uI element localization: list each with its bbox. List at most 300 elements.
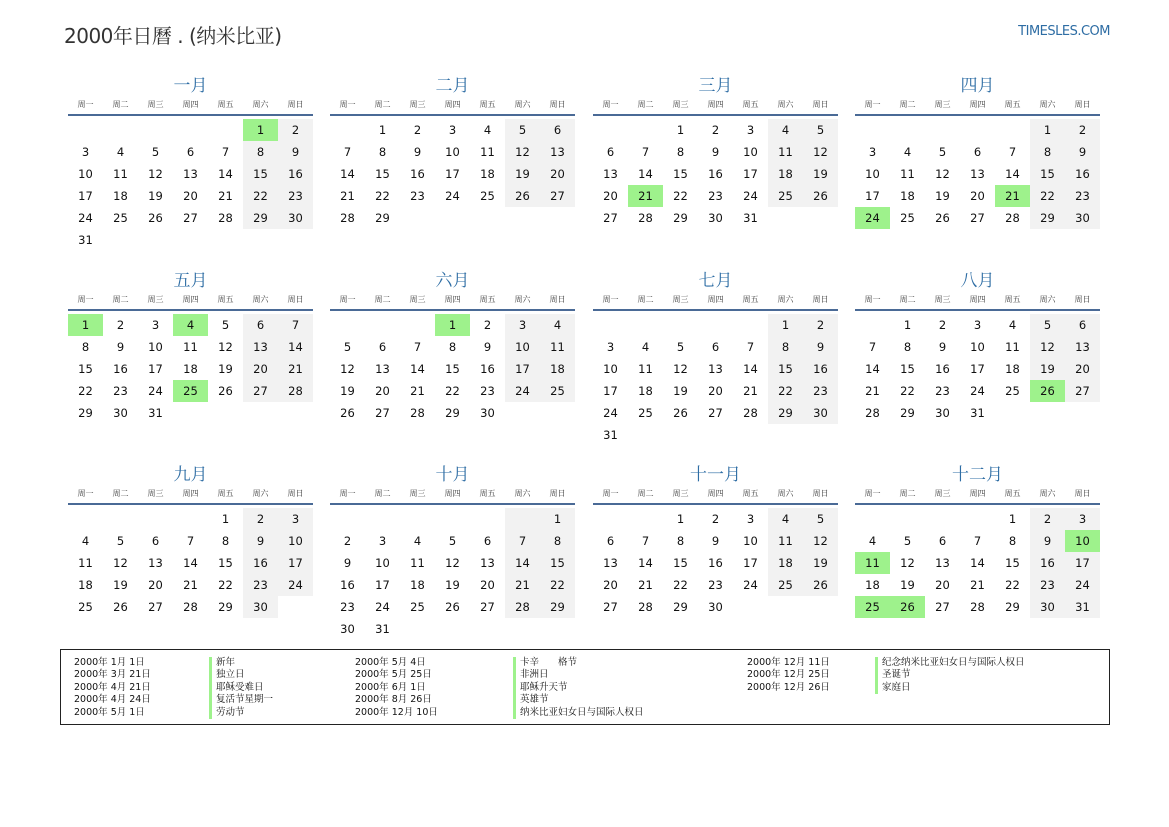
day-cell[interactable]: 25 xyxy=(900,211,915,225)
day-cell[interactable]: 13 xyxy=(708,362,723,376)
day-cell[interactable]: 18 xyxy=(638,384,653,398)
day-cell[interactable]: 15 xyxy=(768,358,803,380)
day-cell[interactable]: 28 xyxy=(865,406,880,420)
day-cell[interactable]: 27 xyxy=(935,600,950,614)
day-cell[interactable]: 6 xyxy=(606,534,615,548)
day-cell[interactable]: 19 xyxy=(803,552,838,574)
day-cell[interactable]: 12 xyxy=(673,362,688,376)
day-cell[interactable]: 20 xyxy=(375,384,390,398)
day-cell[interactable]: 28 xyxy=(183,600,198,614)
day-cell[interactable]: 11 xyxy=(638,362,653,376)
day-cell[interactable]: 30 xyxy=(113,406,128,420)
day-cell[interactable]: 28 xyxy=(340,211,355,225)
day-cell[interactable]: 4 xyxy=(116,145,125,159)
day-cell[interactable]: 9 xyxy=(1030,530,1065,552)
day-cell[interactable]: 20 xyxy=(603,578,618,592)
day-cell[interactable]: 4 xyxy=(768,508,803,530)
day-cell[interactable]: 24 xyxy=(148,384,163,398)
day-cell[interactable]: 3 xyxy=(606,340,615,354)
day-cell[interactable]: 31 xyxy=(743,211,758,225)
day-cell[interactable]: 25 xyxy=(638,406,653,420)
day-cell[interactable]: 26 xyxy=(803,185,838,207)
day-cell[interactable]: 7 xyxy=(278,314,313,336)
day-cell[interactable]: 16 xyxy=(935,362,950,376)
day-cell[interactable]: 22 xyxy=(673,189,688,203)
day-cell[interactable]: 22 xyxy=(445,384,460,398)
day-cell[interactable]: 18 xyxy=(410,578,425,592)
day-cell[interactable]: 8 xyxy=(1030,141,1065,163)
day-cell[interactable]: 12 xyxy=(900,556,915,570)
day-cell[interactable]: 8 xyxy=(221,534,230,548)
day-cell[interactable]: 4 xyxy=(903,145,912,159)
day-cell[interactable]: 30 xyxy=(278,207,313,229)
day-cell[interactable]: 3 xyxy=(868,145,877,159)
day-cell[interactable]: 13 xyxy=(1065,336,1100,358)
day-cell[interactable]: 3 xyxy=(505,314,540,336)
day-cell[interactable]: 8 xyxy=(768,336,803,358)
day-cell[interactable]: 16 xyxy=(708,167,723,181)
day-cell[interactable]: 2 xyxy=(483,318,492,332)
day-cell[interactable]: 10 xyxy=(505,336,540,358)
day-cell[interactable]: 9 xyxy=(278,141,313,163)
day-cell[interactable]: 6 xyxy=(1065,314,1100,336)
day-cell[interactable]: 11 xyxy=(410,556,425,570)
day-cell[interactable]: 3 xyxy=(973,318,982,332)
day-cell[interactable]: 2 xyxy=(938,318,947,332)
day-cell[interactable]: 11 xyxy=(1005,340,1020,354)
day-cell[interactable]: 2 xyxy=(711,123,720,137)
day-cell[interactable]: 9 xyxy=(938,340,947,354)
day-cell[interactable]: 27 xyxy=(480,600,495,614)
day-cell[interactable]: 29 xyxy=(673,211,688,225)
day-cell[interactable]: 31 xyxy=(1065,596,1100,618)
day-cell[interactable]: 5 xyxy=(116,534,125,548)
holiday-day[interactable]: 25 xyxy=(173,380,208,402)
day-cell[interactable]: 24 xyxy=(375,600,390,614)
day-cell[interactable]: 13 xyxy=(480,556,495,570)
day-cell[interactable]: 28 xyxy=(638,211,653,225)
day-cell[interactable]: 16 xyxy=(708,556,723,570)
day-cell[interactable]: 9 xyxy=(343,556,352,570)
day-cell[interactable]: 20 xyxy=(970,189,985,203)
day-cell[interactable]: 3 xyxy=(448,123,457,137)
day-cell[interactable]: 29 xyxy=(900,406,915,420)
day-cell[interactable]: 14 xyxy=(638,556,653,570)
day-cell[interactable]: 17 xyxy=(78,189,93,203)
day-cell[interactable]: 18 xyxy=(865,578,880,592)
day-cell[interactable]: 13 xyxy=(148,556,163,570)
day-cell[interactable]: 31 xyxy=(78,233,93,247)
day-cell[interactable]: 11 xyxy=(768,530,803,552)
day-cell[interactable]: 10 xyxy=(445,145,460,159)
day-cell[interactable]: 18 xyxy=(768,163,803,185)
day-cell[interactable]: 10 xyxy=(375,556,390,570)
site-link[interactable]: TIMESLES.COM xyxy=(1018,24,1110,39)
day-cell[interactable]: 6 xyxy=(378,340,387,354)
day-cell[interactable]: 21 xyxy=(505,574,540,596)
day-cell[interactable]: 20 xyxy=(148,578,163,592)
day-cell[interactable]: 28 xyxy=(410,406,425,420)
day-cell[interactable]: 17 xyxy=(743,556,758,570)
day-cell[interactable]: 31 xyxy=(970,406,985,420)
day-cell[interactable]: 9 xyxy=(803,336,838,358)
day-cell[interactable]: 9 xyxy=(711,145,720,159)
day-cell[interactable]: 17 xyxy=(1065,552,1100,574)
day-cell[interactable]: 25 xyxy=(540,380,575,402)
day-cell[interactable]: 5 xyxy=(803,508,838,530)
day-cell[interactable]: 14 xyxy=(1005,167,1020,181)
day-cell[interactable]: 8 xyxy=(676,145,685,159)
day-cell[interactable]: 2 xyxy=(343,534,352,548)
day-cell[interactable]: 8 xyxy=(378,145,387,159)
holiday-day[interactable]: 25 xyxy=(855,596,890,618)
holiday-day[interactable]: 24 xyxy=(855,207,890,229)
day-cell[interactable]: 23 xyxy=(1030,574,1065,596)
day-cell[interactable]: 2 xyxy=(413,123,422,137)
day-cell[interactable]: 5 xyxy=(221,318,230,332)
day-cell[interactable]: 21 xyxy=(865,384,880,398)
day-cell[interactable]: 26 xyxy=(803,574,838,596)
day-cell[interactable]: 1 xyxy=(903,318,912,332)
day-cell[interactable]: 30 xyxy=(935,406,950,420)
day-cell[interactable]: 25 xyxy=(768,185,803,207)
day-cell[interactable]: 7 xyxy=(973,534,982,548)
day-cell[interactable]: 13 xyxy=(603,167,618,181)
day-cell[interactable]: 13 xyxy=(540,141,575,163)
day-cell[interactable]: 24 xyxy=(603,406,618,420)
day-cell[interactable]: 17 xyxy=(375,578,390,592)
day-cell[interactable]: 21 xyxy=(410,384,425,398)
day-cell[interactable]: 4 xyxy=(540,314,575,336)
day-cell[interactable]: 25 xyxy=(480,189,495,203)
day-cell[interactable]: 27 xyxy=(243,380,278,402)
day-cell[interactable]: 12 xyxy=(1030,336,1065,358)
day-cell[interactable]: 8 xyxy=(1008,534,1017,548)
day-cell[interactable]: 16 xyxy=(410,167,425,181)
day-cell[interactable]: 14 xyxy=(183,556,198,570)
holiday-day[interactable]: 21 xyxy=(995,185,1030,207)
day-cell[interactable]: 19 xyxy=(935,189,950,203)
day-cell[interactable]: 8 xyxy=(540,530,575,552)
day-cell[interactable]: 28 xyxy=(638,600,653,614)
day-cell[interactable]: 2 xyxy=(116,318,125,332)
day-cell[interactable]: 23 xyxy=(708,189,723,203)
day-cell[interactable]: 15 xyxy=(900,362,915,376)
day-cell[interactable]: 5 xyxy=(903,534,912,548)
day-cell[interactable]: 5 xyxy=(343,340,352,354)
day-cell[interactable]: 22 xyxy=(218,578,233,592)
day-cell[interactable]: 23 xyxy=(803,380,838,402)
day-cell[interactable]: 21 xyxy=(218,189,233,203)
day-cell[interactable]: 18 xyxy=(78,578,93,592)
day-cell[interactable]: 19 xyxy=(445,578,460,592)
day-cell[interactable]: 3 xyxy=(81,145,90,159)
day-cell[interactable]: 10 xyxy=(970,340,985,354)
day-cell[interactable]: 9 xyxy=(413,145,422,159)
day-cell[interactable]: 18 xyxy=(540,358,575,380)
day-cell[interactable]: 29 xyxy=(445,406,460,420)
day-cell[interactable]: 8 xyxy=(448,340,457,354)
day-cell[interactable]: 29 xyxy=(78,406,93,420)
day-cell[interactable]: 6 xyxy=(711,340,720,354)
day-cell[interactable]: 18 xyxy=(113,189,128,203)
day-cell[interactable]: 14 xyxy=(743,362,758,376)
day-cell[interactable]: 1 xyxy=(221,512,230,526)
holiday-day[interactable]: 26 xyxy=(890,596,925,618)
day-cell[interactable]: 27 xyxy=(540,185,575,207)
day-cell[interactable]: 17 xyxy=(445,167,460,181)
day-cell[interactable]: 25 xyxy=(78,600,93,614)
day-cell[interactable]: 15 xyxy=(243,163,278,185)
day-cell[interactable]: 28 xyxy=(1005,211,1020,225)
day-cell[interactable]: 26 xyxy=(935,211,950,225)
day-cell[interactable]: 9 xyxy=(243,530,278,552)
day-cell[interactable]: 4 xyxy=(1008,318,1017,332)
day-cell[interactable]: 1 xyxy=(676,123,685,137)
day-cell[interactable]: 16 xyxy=(1030,552,1065,574)
day-cell[interactable]: 29 xyxy=(768,402,803,424)
day-cell[interactable]: 12 xyxy=(340,362,355,376)
day-cell[interactable]: 22 xyxy=(243,185,278,207)
day-cell[interactable]: 6 xyxy=(243,314,278,336)
day-cell[interactable]: 6 xyxy=(483,534,492,548)
day-cell[interactable]: 23 xyxy=(113,384,128,398)
day-cell[interactable]: 21 xyxy=(743,384,758,398)
day-cell[interactable]: 30 xyxy=(340,622,355,636)
day-cell[interactable]: 11 xyxy=(480,145,495,159)
day-cell[interactable]: 29 xyxy=(540,596,575,618)
day-cell[interactable]: 7 xyxy=(413,340,422,354)
day-cell[interactable]: 19 xyxy=(148,189,163,203)
day-cell[interactable]: 14 xyxy=(865,362,880,376)
day-cell[interactable]: 18 xyxy=(900,189,915,203)
day-cell[interactable]: 25 xyxy=(113,211,128,225)
day-cell[interactable]: 4 xyxy=(483,123,492,137)
day-cell[interactable]: 6 xyxy=(973,145,982,159)
day-cell[interactable]: 19 xyxy=(1030,358,1065,380)
day-cell[interactable]: 10 xyxy=(743,534,758,548)
day-cell[interactable]: 30 xyxy=(708,600,723,614)
day-cell[interactable]: 29 xyxy=(1005,600,1020,614)
day-cell[interactable]: 6 xyxy=(186,145,195,159)
day-cell[interactable]: 20 xyxy=(603,189,618,203)
day-cell[interactable]: 22 xyxy=(1005,578,1020,592)
day-cell[interactable]: 28 xyxy=(743,406,758,420)
day-cell[interactable]: 14 xyxy=(340,167,355,181)
day-cell[interactable]: 8 xyxy=(81,340,90,354)
day-cell[interactable]: 4 xyxy=(768,119,803,141)
day-cell[interactable]: 27 xyxy=(603,211,618,225)
day-cell[interactable]: 19 xyxy=(505,163,540,185)
day-cell[interactable]: 23 xyxy=(708,578,723,592)
day-cell[interactable]: 24 xyxy=(1065,574,1100,596)
day-cell[interactable]: 17 xyxy=(278,552,313,574)
holiday-day[interactable]: 1 xyxy=(68,314,103,336)
day-cell[interactable]: 4 xyxy=(81,534,90,548)
day-cell[interactable]: 23 xyxy=(278,185,313,207)
day-cell[interactable]: 7 xyxy=(343,145,352,159)
day-cell[interactable]: 3 xyxy=(378,534,387,548)
day-cell[interactable]: 30 xyxy=(243,596,278,618)
day-cell[interactable]: 28 xyxy=(278,380,313,402)
day-cell[interactable]: 18 xyxy=(768,552,803,574)
day-cell[interactable]: 14 xyxy=(410,362,425,376)
day-cell[interactable]: 6 xyxy=(606,145,615,159)
day-cell[interactable]: 20 xyxy=(183,189,198,203)
day-cell[interactable]: 23 xyxy=(410,189,425,203)
holiday-day[interactable]: 10 xyxy=(1065,530,1100,552)
day-cell[interactable]: 15 xyxy=(218,556,233,570)
day-cell[interactable]: 28 xyxy=(505,596,540,618)
day-cell[interactable]: 29 xyxy=(1030,207,1065,229)
day-cell[interactable]: 15 xyxy=(540,552,575,574)
day-cell[interactable]: 22 xyxy=(540,574,575,596)
day-cell[interactable]: 12 xyxy=(803,141,838,163)
day-cell[interactable]: 19 xyxy=(673,384,688,398)
day-cell[interactable]: 22 xyxy=(768,380,803,402)
day-cell[interactable]: 19 xyxy=(803,163,838,185)
day-cell[interactable]: 3 xyxy=(278,508,313,530)
day-cell[interactable]: 2 xyxy=(1030,508,1065,530)
day-cell[interactable]: 24 xyxy=(743,189,758,203)
day-cell[interactable]: 14 xyxy=(638,167,653,181)
day-cell[interactable]: 12 xyxy=(935,167,950,181)
day-cell[interactable]: 25 xyxy=(410,600,425,614)
day-cell[interactable]: 23 xyxy=(480,384,495,398)
day-cell[interactable]: 17 xyxy=(148,362,163,376)
day-cell[interactable]: 8 xyxy=(676,534,685,548)
day-cell[interactable]: 12 xyxy=(148,167,163,181)
day-cell[interactable]: 7 xyxy=(505,530,540,552)
day-cell[interactable]: 25 xyxy=(768,574,803,596)
day-cell[interactable]: 22 xyxy=(673,578,688,592)
day-cell[interactable]: 17 xyxy=(603,384,618,398)
day-cell[interactable]: 2 xyxy=(803,314,838,336)
day-cell[interactable]: 14 xyxy=(970,556,985,570)
day-cell[interactable]: 14 xyxy=(505,552,540,574)
day-cell[interactable]: 12 xyxy=(445,556,460,570)
day-cell[interactable]: 24 xyxy=(743,578,758,592)
day-cell[interactable]: 4 xyxy=(641,340,650,354)
day-cell[interactable]: 27 xyxy=(1065,380,1100,402)
day-cell[interactable]: 1 xyxy=(768,314,803,336)
day-cell[interactable]: 16 xyxy=(340,578,355,592)
day-cell[interactable]: 29 xyxy=(243,207,278,229)
day-cell[interactable]: 24 xyxy=(505,380,540,402)
day-cell[interactable]: 21 xyxy=(970,578,985,592)
day-cell[interactable]: 10 xyxy=(78,167,93,181)
day-cell[interactable]: 15 xyxy=(1005,556,1020,570)
day-cell[interactable]: 26 xyxy=(218,384,233,398)
day-cell[interactable]: 11 xyxy=(900,167,915,181)
holiday-day[interactable]: 26 xyxy=(1030,380,1065,402)
day-cell[interactable]: 17 xyxy=(865,189,880,203)
day-cell[interactable]: 11 xyxy=(540,336,575,358)
day-cell[interactable]: 7 xyxy=(868,340,877,354)
day-cell[interactable]: 22 xyxy=(375,189,390,203)
day-cell[interactable]: 18 xyxy=(183,362,198,376)
day-cell[interactable]: 21 xyxy=(340,189,355,203)
day-cell[interactable]: 16 xyxy=(243,552,278,574)
day-cell[interactable]: 22 xyxy=(78,384,93,398)
day-cell[interactable]: 5 xyxy=(448,534,457,548)
day-cell[interactable]: 6 xyxy=(151,534,160,548)
day-cell[interactable]: 20 xyxy=(480,578,495,592)
day-cell[interactable]: 18 xyxy=(480,167,495,181)
day-cell[interactable]: 29 xyxy=(218,600,233,614)
day-cell[interactable]: 5 xyxy=(938,145,947,159)
day-cell[interactable]: 25 xyxy=(1005,384,1020,398)
day-cell[interactable]: 30 xyxy=(480,406,495,420)
day-cell[interactable]: 24 xyxy=(78,211,93,225)
day-cell[interactable]: 6 xyxy=(938,534,947,548)
day-cell[interactable]: 24 xyxy=(445,189,460,203)
day-cell[interactable]: 26 xyxy=(340,406,355,420)
day-cell[interactable]: 17 xyxy=(743,167,758,181)
day-cell[interactable]: 1 xyxy=(676,512,685,526)
day-cell[interactable]: 4 xyxy=(413,534,422,548)
day-cell[interactable]: 2 xyxy=(711,512,720,526)
day-cell[interactable]: 7 xyxy=(221,145,230,159)
holiday-day[interactable]: 1 xyxy=(243,119,278,141)
day-cell[interactable]: 9 xyxy=(483,340,492,354)
day-cell[interactable]: 26 xyxy=(673,406,688,420)
day-cell[interactable]: 8 xyxy=(903,340,912,354)
day-cell[interactable]: 11 xyxy=(768,141,803,163)
day-cell[interactable]: 3 xyxy=(746,123,755,137)
day-cell[interactable]: 10 xyxy=(603,362,618,376)
day-cell[interactable]: 14 xyxy=(218,167,233,181)
day-cell[interactable]: 12 xyxy=(113,556,128,570)
day-cell[interactable]: 26 xyxy=(113,600,128,614)
holiday-day[interactable]: 11 xyxy=(855,552,890,574)
day-cell[interactable]: 2 xyxy=(1065,119,1100,141)
day-cell[interactable]: 11 xyxy=(113,167,128,181)
day-cell[interactable]: 20 xyxy=(708,384,723,398)
day-cell[interactable]: 19 xyxy=(113,578,128,592)
day-cell[interactable]: 10 xyxy=(148,340,163,354)
day-cell[interactable]: 10 xyxy=(865,167,880,181)
day-cell[interactable]: 12 xyxy=(803,530,838,552)
day-cell[interactable]: 20 xyxy=(1065,358,1100,380)
day-cell[interactable]: 15 xyxy=(1030,163,1065,185)
day-cell[interactable]: 24 xyxy=(970,384,985,398)
day-cell[interactable]: 13 xyxy=(243,336,278,358)
day-cell[interactable]: 15 xyxy=(673,167,688,181)
day-cell[interactable]: 9 xyxy=(1065,141,1100,163)
day-cell[interactable]: 16 xyxy=(278,163,313,185)
day-cell[interactable]: 3 xyxy=(151,318,160,332)
holiday-day[interactable]: 21 xyxy=(628,185,663,207)
day-cell[interactable]: 20 xyxy=(540,163,575,185)
day-cell[interactable]: 9 xyxy=(116,340,125,354)
day-cell[interactable]: 27 xyxy=(148,600,163,614)
day-cell[interactable]: 24 xyxy=(278,574,313,596)
day-cell[interactable]: 5 xyxy=(505,119,540,141)
day-cell[interactable]: 26 xyxy=(148,211,163,225)
day-cell[interactable]: 10 xyxy=(743,145,758,159)
day-cell[interactable]: 14 xyxy=(278,336,313,358)
day-cell[interactable]: 17 xyxy=(970,362,985,376)
day-cell[interactable]: 20 xyxy=(243,358,278,380)
day-cell[interactable]: 1 xyxy=(1008,512,1017,526)
day-cell[interactable]: 16 xyxy=(1065,163,1100,185)
day-cell[interactable]: 5 xyxy=(803,119,838,141)
day-cell[interactable]: 26 xyxy=(505,185,540,207)
day-cell[interactable]: 5 xyxy=(1030,314,1065,336)
day-cell[interactable]: 3 xyxy=(746,512,755,526)
day-cell[interactable]: 13 xyxy=(375,362,390,376)
